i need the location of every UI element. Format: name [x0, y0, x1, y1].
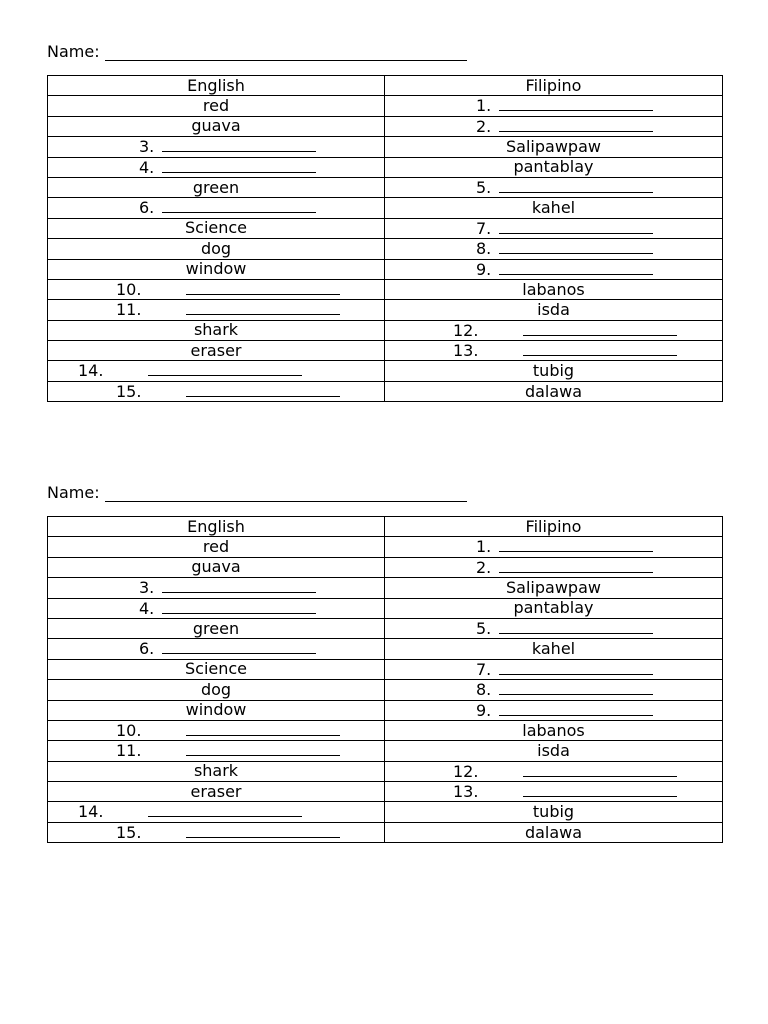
worksheet-1 — [47, 42, 721, 402]
english-cell: dog — [48, 680, 385, 700]
english-blank-cell[interactable]: 3. — [48, 137, 385, 157]
answer-blank — [499, 96, 653, 111]
filipino-blank-cell[interactable]: 1. — [385, 96, 723, 116]
english-cell: red — [48, 96, 385, 116]
table-row — [48, 137, 723, 157]
answer-blank — [186, 382, 340, 397]
name-field[interactable] — [105, 501, 467, 502]
filipino-cell: tubig — [385, 802, 723, 822]
english-blank-cell[interactable]: 14. — [48, 802, 385, 822]
filipino-cell: Salipawpaw — [385, 578, 723, 598]
table-row — [48, 239, 723, 259]
header-row — [48, 76, 723, 96]
english-header: English — [48, 517, 385, 537]
table-row — [48, 618, 723, 638]
answer-blank — [162, 158, 316, 173]
answer-blank — [523, 762, 677, 777]
answer-blank — [186, 300, 340, 315]
english-blank-cell[interactable]: 4. — [48, 157, 385, 177]
worksheet-2 — [47, 483, 721, 843]
english-cell: window — [48, 700, 385, 720]
filipino-blank-cell[interactable]: 13. — [385, 341, 723, 361]
answer-blank — [186, 721, 340, 736]
filipino-header: Filipino — [385, 76, 723, 96]
filipino-cell: dalawa — [385, 381, 723, 401]
answer-blank — [499, 660, 653, 675]
table-row — [48, 659, 723, 679]
answer-blank — [499, 239, 653, 254]
english-blank-cell[interactable]: 4. — [48, 598, 385, 618]
vocabulary-table — [47, 516, 723, 843]
table-row — [48, 578, 723, 598]
filipino-blank-cell[interactable]: 8. — [385, 680, 723, 700]
table-row — [48, 320, 723, 340]
filipino-cell: dalawa — [385, 822, 723, 842]
table-row — [48, 741, 723, 761]
table-row — [48, 720, 723, 740]
answer-blank — [523, 782, 677, 797]
table-row — [48, 96, 723, 116]
answer-blank — [499, 219, 653, 234]
filipino-cell: tubig — [385, 361, 723, 381]
english-cell: green — [48, 618, 385, 638]
table-row — [48, 259, 723, 279]
table-row — [48, 537, 723, 557]
answer-blank — [186, 823, 340, 838]
table-row — [48, 198, 723, 218]
answer-blank — [523, 341, 677, 356]
answer-blank — [499, 680, 653, 695]
answer-blank — [162, 599, 316, 614]
english-blank-cell[interactable]: 3. — [48, 578, 385, 598]
english-cell: shark — [48, 761, 385, 781]
english-blank-cell[interactable]: 15. — [48, 822, 385, 842]
filipino-blank-cell[interactable]: 9. — [385, 259, 723, 279]
english-cell: Science — [48, 218, 385, 238]
english-cell: eraser — [48, 782, 385, 802]
filipino-blank-cell[interactable]: 2. — [385, 557, 723, 577]
filipino-cell: labanos — [385, 279, 723, 299]
table-row — [48, 279, 723, 299]
table-row — [48, 116, 723, 136]
english-blank-cell[interactable]: 10. — [48, 720, 385, 740]
answer-blank — [186, 741, 340, 756]
filipino-cell: labanos — [385, 720, 723, 740]
filipino-blank-cell[interactable]: 1. — [385, 537, 723, 557]
table-row — [48, 822, 723, 842]
english-cell: Science — [48, 659, 385, 679]
english-cell: eraser — [48, 341, 385, 361]
english-cell: guava — [48, 557, 385, 577]
table-row — [48, 598, 723, 618]
name-label: Name: — [47, 483, 100, 502]
table-row — [48, 761, 723, 781]
answer-blank — [523, 321, 677, 336]
english-header: English — [48, 76, 385, 96]
filipino-blank-cell[interactable]: 13. — [385, 782, 723, 802]
table-row — [48, 157, 723, 177]
answer-blank — [499, 701, 653, 716]
filipino-blank-cell[interactable]: 5. — [385, 177, 723, 197]
table-row — [48, 782, 723, 802]
filipino-blank-cell[interactable]: 12. — [385, 320, 723, 340]
table-row — [48, 381, 723, 401]
english-blank-cell[interactable]: 10. — [48, 279, 385, 299]
answer-blank — [499, 260, 653, 275]
table-row — [48, 557, 723, 577]
english-blank-cell[interactable]: 15. — [48, 381, 385, 401]
filipino-header: Filipino — [385, 517, 723, 537]
name-line — [47, 483, 721, 507]
table-row — [48, 361, 723, 381]
table-row — [48, 639, 723, 659]
filipino-cell: pantablay — [385, 598, 723, 618]
english-blank-cell[interactable]: 11. — [48, 300, 385, 320]
table-row — [48, 341, 723, 361]
table-row — [48, 802, 723, 822]
english-blank-cell[interactable]: 6. — [48, 198, 385, 218]
name-field[interactable] — [105, 60, 467, 61]
filipino-blank-cell[interactable]: 7. — [385, 659, 723, 679]
header-row — [48, 517, 723, 537]
english-cell: window — [48, 259, 385, 279]
filipino-blank-cell[interactable]: 9. — [385, 700, 723, 720]
answer-blank — [499, 178, 653, 193]
filipino-blank-cell[interactable]: 8. — [385, 239, 723, 259]
english-cell: green — [48, 177, 385, 197]
table-row — [48, 300, 723, 320]
answer-blank — [499, 117, 653, 132]
filipino-blank-cell[interactable]: 5. — [385, 618, 723, 638]
filipino-cell: pantablay — [385, 157, 723, 177]
table-row — [48, 680, 723, 700]
answer-blank — [148, 802, 302, 817]
answer-blank — [499, 537, 653, 552]
answer-blank — [499, 558, 653, 573]
english-blank-cell[interactable]: 14. — [48, 361, 385, 381]
name-line — [47, 42, 721, 66]
filipino-cell: isda — [385, 300, 723, 320]
filipino-blank-cell[interactable]: 12. — [385, 761, 723, 781]
answer-blank — [162, 137, 316, 152]
english-blank-cell[interactable]: 6. — [48, 639, 385, 659]
answer-blank — [162, 198, 316, 213]
filipino-cell: kahel — [385, 198, 723, 218]
vocabulary-table — [47, 75, 723, 402]
filipino-blank-cell[interactable]: 7. — [385, 218, 723, 238]
table-row — [48, 177, 723, 197]
answer-blank — [162, 578, 316, 593]
answer-blank — [186, 280, 340, 295]
english-blank-cell[interactable]: 11. — [48, 741, 385, 761]
table-row — [48, 700, 723, 720]
table-row — [48, 218, 723, 238]
filipino-cell: isda — [385, 741, 723, 761]
english-cell: dog — [48, 239, 385, 259]
filipino-cell: Salipawpaw — [385, 137, 723, 157]
filipino-blank-cell[interactable]: 2. — [385, 116, 723, 136]
english-cell: guava — [48, 116, 385, 136]
english-cell: shark — [48, 320, 385, 340]
filipino-cell: kahel — [385, 639, 723, 659]
answer-blank — [148, 361, 302, 376]
answer-blank — [162, 639, 316, 654]
answer-blank — [499, 619, 653, 634]
name-label: Name: — [47, 42, 100, 61]
english-cell: red — [48, 537, 385, 557]
